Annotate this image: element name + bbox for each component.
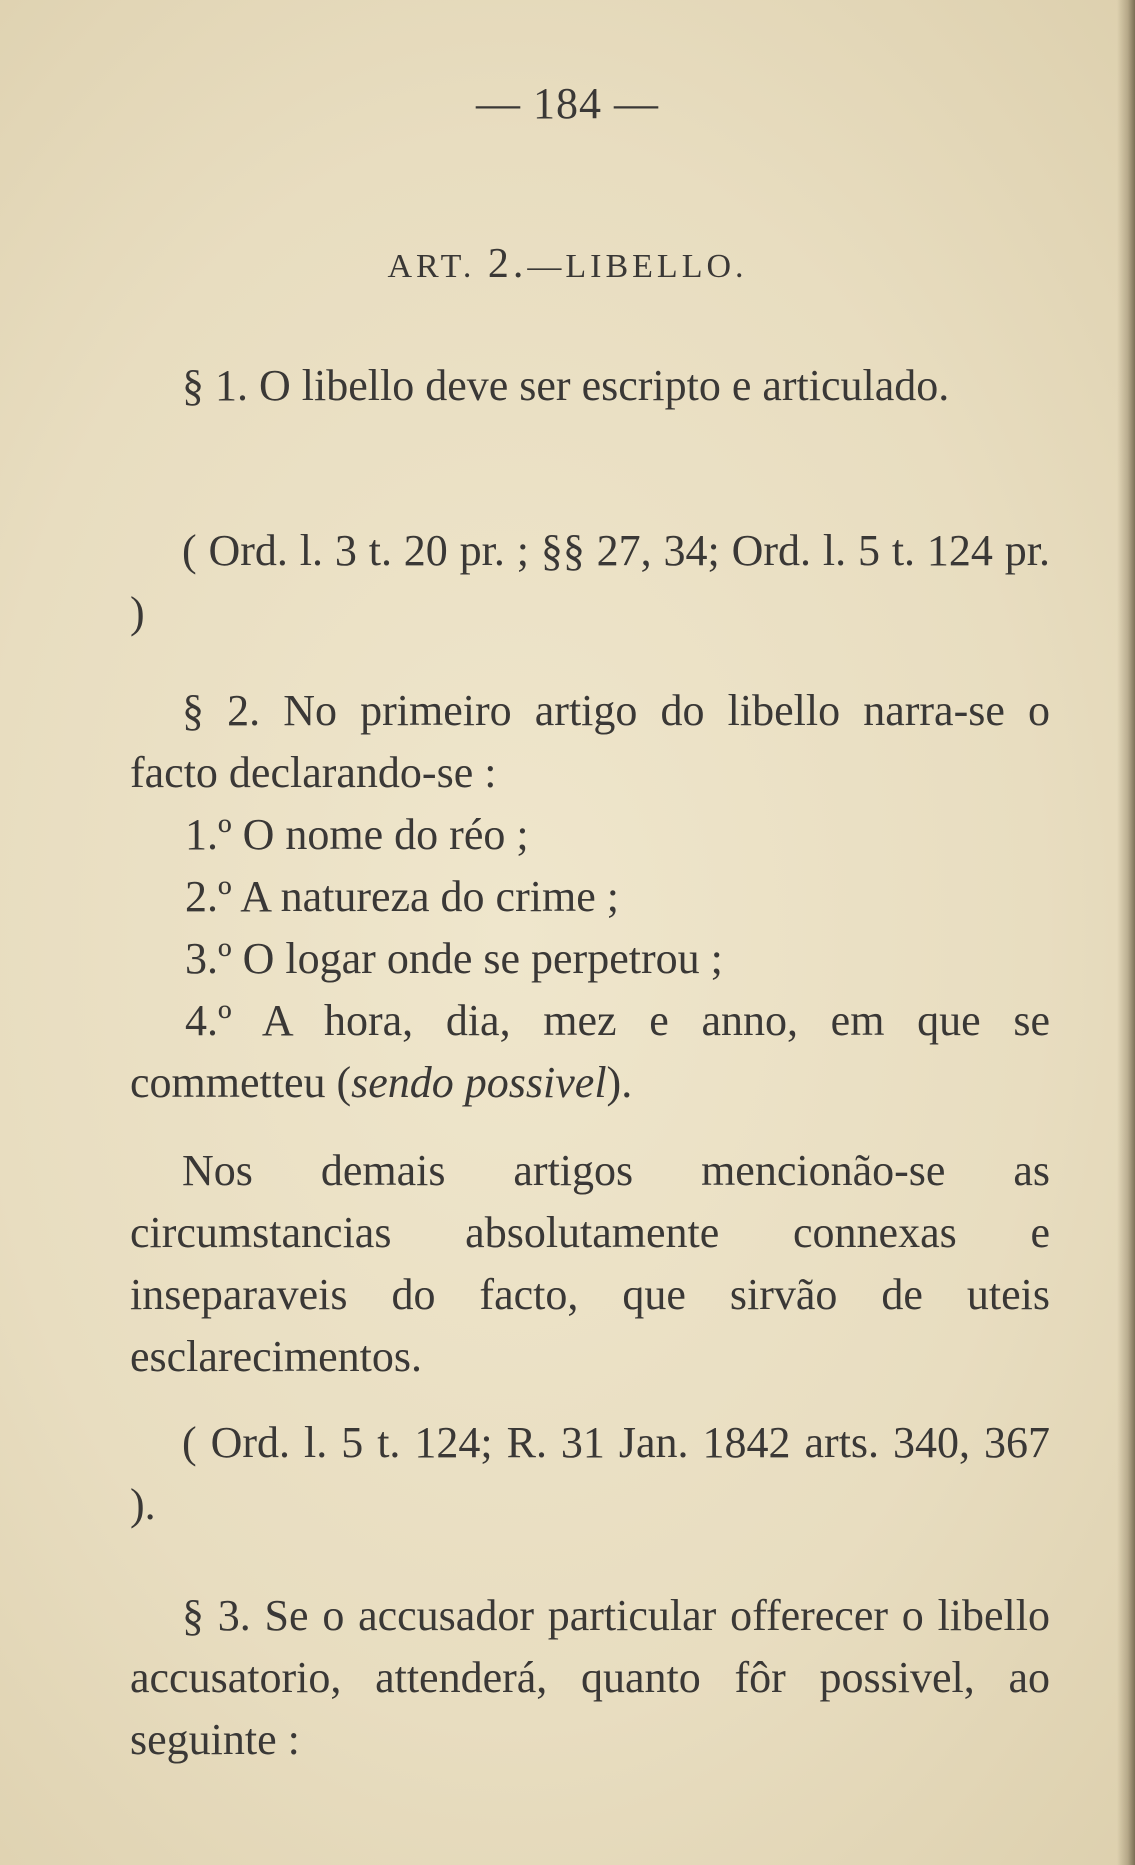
- section-1: [130, 355, 1050, 417]
- heading-prefix: ART.: [387, 248, 476, 285]
- item-4-text: 4.º A hora, dia, mez e anno, em que se commetteu (: [130, 996, 1050, 1107]
- heading-title: —LIBELLO.: [527, 248, 748, 285]
- section-1-reference-block: [130, 520, 1050, 644]
- heading-number: 2.: [487, 241, 528, 287]
- section-2-reference-block: [130, 1412, 1050, 1536]
- list-item: [130, 990, 1050, 1114]
- list-item: 2.º A natureza do crime ;: [185, 872, 619, 921]
- section-3-text: § 3. Se o accusador particular offerecer o libello accusatorio, attenderá, quanto fôr possivel, ao seguinte :: [130, 1591, 1050, 1764]
- item-4-end: ).: [606, 1058, 633, 1107]
- section-2-reference: ( Ord. l. 5 t. 124; R. 31 Jan. 1842 arts. 340, 367 ).: [130, 1418, 1050, 1529]
- list-item: 1.º O nome do réo ;: [185, 810, 529, 859]
- section-3: [130, 1585, 1050, 1771]
- section-2-paragraph: Nos demais artigos mencionão-se as circumstancias absolutamente connexas e inseparaveis do facto, que sirvão de uteis esclarecimentos.: [130, 1146, 1050, 1381]
- section-1-text: § 1. O libello deve ser escripto e articulado.: [182, 361, 950, 410]
- section-2: [130, 680, 1050, 1114]
- section-2-paragraph-block: [130, 1140, 1050, 1388]
- page-edge-shadow: [1117, 0, 1135, 1865]
- section-1-reference: ( Ord. l. 3 t. 20 pr. ; §§ 27, 34; Ord. l. 5 t. 124 pr. ): [130, 526, 1050, 637]
- list-item: 3.º O logar onde se perpetrou ;: [185, 934, 723, 983]
- item-4-italic: sendo possivel: [351, 1058, 607, 1107]
- article-heading: [0, 240, 1135, 288]
- section-2-intro: § 2. No primeiro artigo do libello narra-se o facto declarando-se :: [130, 686, 1050, 797]
- page-number: — 184 —: [476, 79, 659, 128]
